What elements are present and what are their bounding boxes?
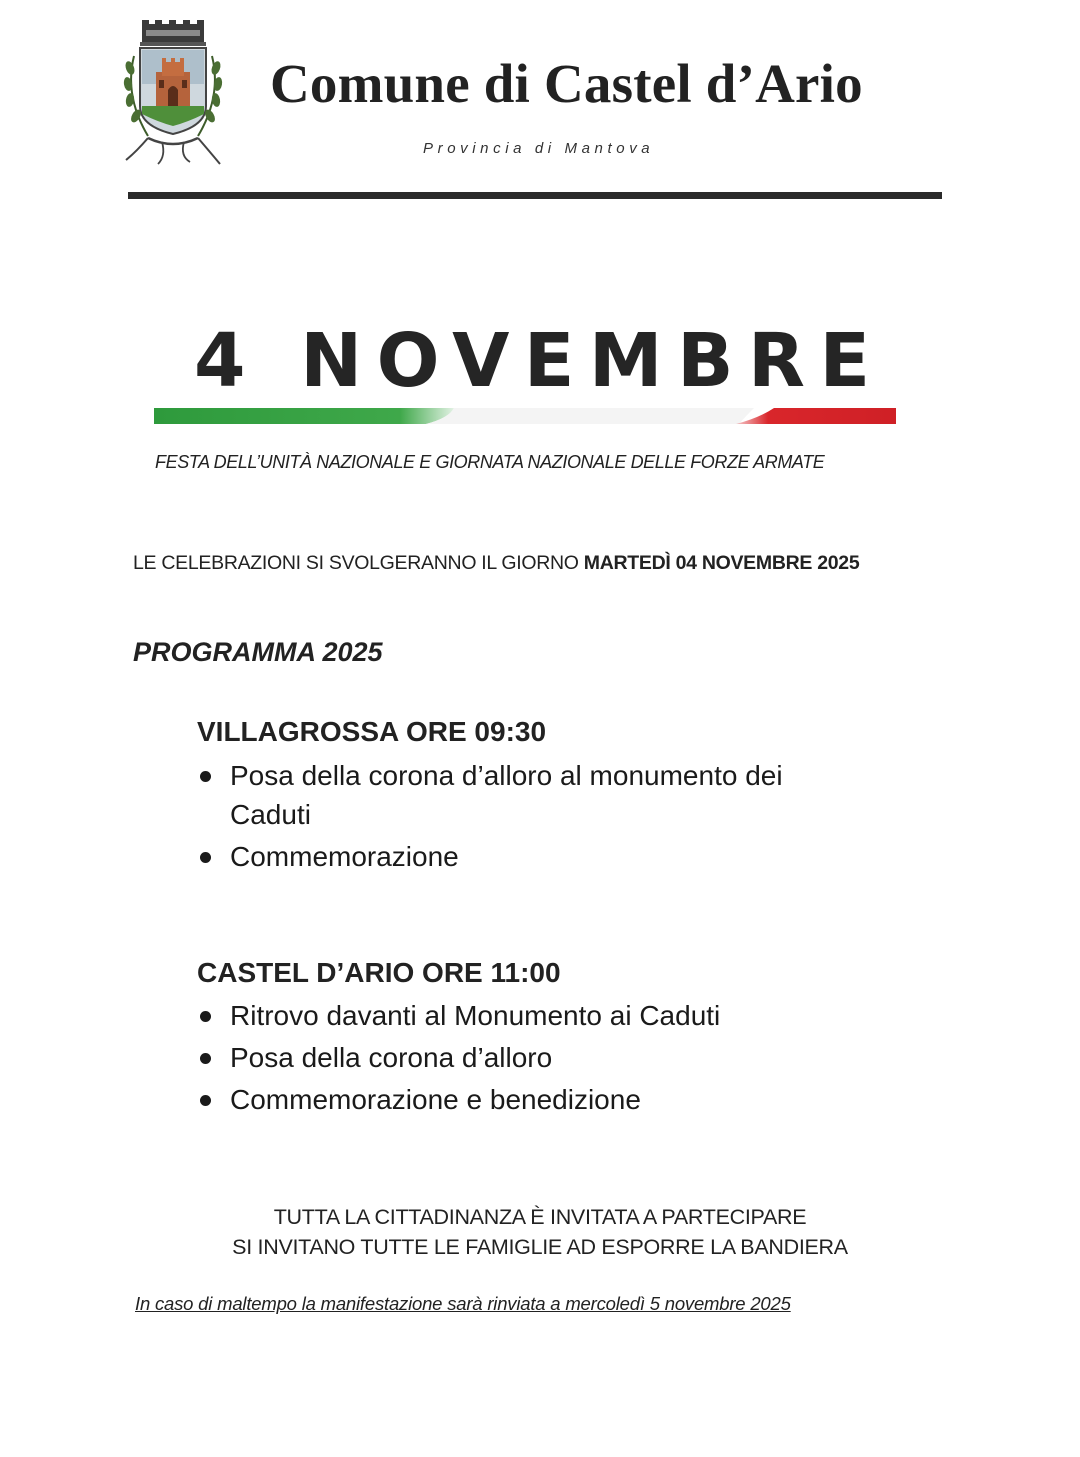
list-item bbox=[197, 1038, 897, 1077]
bullet-icon bbox=[200, 1053, 211, 1064]
header-divider bbox=[128, 192, 942, 199]
celebration-prefix: LE CELEBRAZIONI SI SVOLGERANNO IL GIORNO bbox=[133, 552, 584, 574]
list-item-text: Commemorazione e benedizione bbox=[230, 1084, 641, 1115]
bullet-icon bbox=[200, 771, 211, 782]
event-heading-villagrossa: VILLAGROSSA ORE 09:30 bbox=[197, 716, 547, 747]
invitation-line-citizens: TUTTA LA CITTADINANZA È INVITATA A PARTECIPARE bbox=[273, 1205, 807, 1229]
list-item bbox=[197, 756, 867, 834]
list-item bbox=[197, 837, 867, 876]
bullet-icon bbox=[200, 1011, 211, 1022]
list-item-text: Posa della corona d’alloro bbox=[230, 1042, 553, 1073]
bullet-icon bbox=[200, 1095, 211, 1106]
coat-of-arms-icon bbox=[118, 18, 228, 173]
list-item-text: Posa della corona d’alloro al monumento dei Caduti bbox=[230, 760, 783, 830]
list-item bbox=[197, 1080, 897, 1119]
bullet-icon bbox=[200, 852, 211, 863]
list-item-text: Commemorazione bbox=[230, 841, 459, 872]
celebration-date: MARTEDÌ 04 NOVEMBRE 2025 bbox=[583, 552, 860, 574]
italian-flag-stripe bbox=[154, 404, 896, 426]
event-list-villagrossa bbox=[197, 756, 867, 879]
page-title: 4 NOVEMBRE bbox=[194, 318, 885, 404]
weather-note: In caso di maltempo la manifestazione sarà rinviata a mercoledì 5 novembre 2025 bbox=[135, 1293, 791, 1314]
list-item-text: Ritrovo davanti al Monumento ai Caduti bbox=[230, 1000, 721, 1031]
municipality-title: Comune di Castel d’Ario bbox=[270, 53, 863, 114]
list-item bbox=[197, 996, 897, 1035]
event-list-castel-dario bbox=[197, 996, 897, 1122]
program-heading: PROGRAMMA 2025 bbox=[133, 637, 383, 667]
celebration-date-line bbox=[133, 552, 859, 575]
province-subtitle: Provincia di Mantova bbox=[423, 140, 655, 157]
event-heading-castel-dario: CASTEL D’ARIO ORE 11:00 bbox=[197, 957, 561, 988]
invitation-line-flag: SI INVITANO TUTTE LE FAMIGLIE AD ESPORRE LA BANDIERA bbox=[232, 1235, 848, 1259]
subtitle: FESTA DELL’UNITÀ NAZIONALE E GIORNATA NAZIONALE DELLE FORZE ARMATE bbox=[155, 452, 825, 472]
